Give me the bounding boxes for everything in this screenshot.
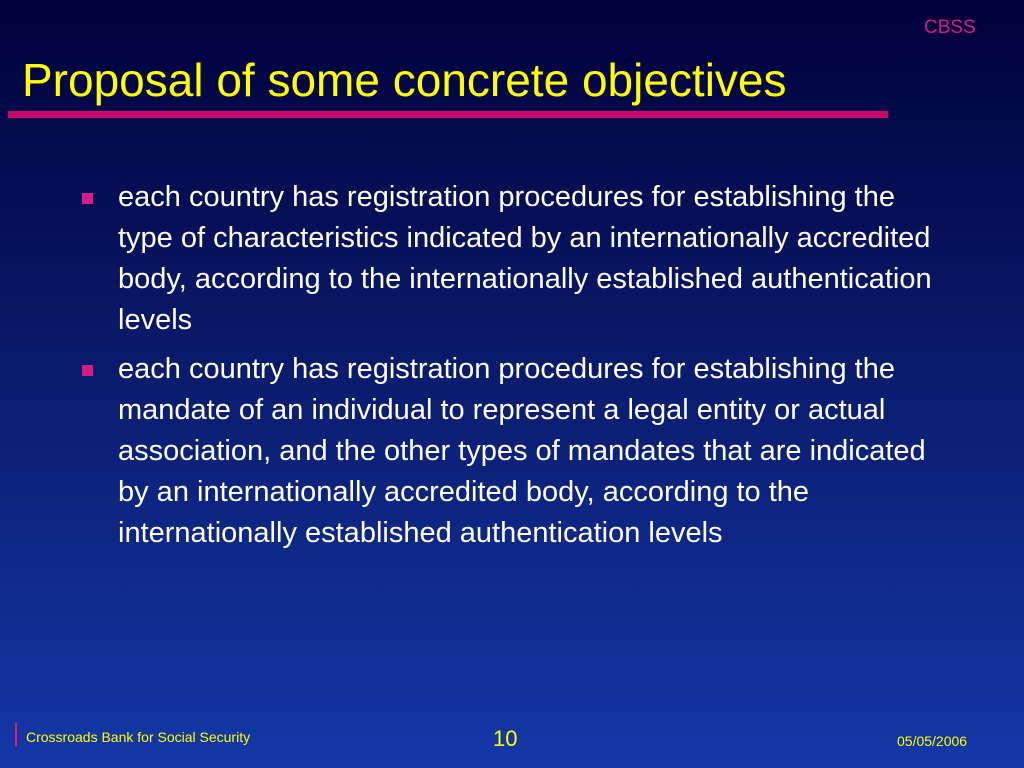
logo-text: CBSS [924,17,976,38]
footer-divider [15,723,17,747]
bullet-item [82,349,952,554]
footer-organization: Crossroads Bank for Social Security [26,729,251,745]
title-divider [8,111,888,118]
bullet-text: each country has registration procedures for establishing the type of characteristics indicated by an internationally accredited body, according to the internationally established authentication levels [118,181,932,336]
bullet-text: each country has registration procedures for establishing the mandate of an individual to represent a legal entity or actual association, and the other types of mandates that are indicated by an internationally accredited body, according to the internationally established authentication levels [118,353,926,549]
square-bullet-icon [82,365,93,376]
square-bullet-icon [82,193,93,204]
page-number: 10 [493,726,518,751]
slide-title: Proposal of some concrete objectives [22,54,787,106]
bullet-list [82,177,952,562]
bullet-item [82,177,952,341]
footer-date: 05/05/2006 [897,733,968,749]
